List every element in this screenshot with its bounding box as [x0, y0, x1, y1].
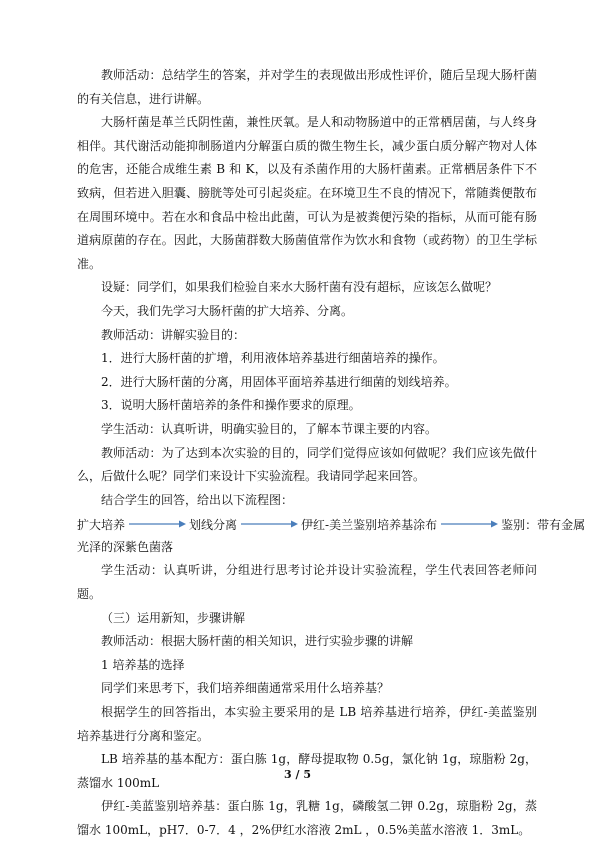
paragraph: 根据学生的回答指出，本实验主要采用的是 LB 培养基进行培养，伊红-美蓝鉴别培养基进行分离和鉴定。: [77, 705, 537, 743]
flow-step-4: 鉴别：带有金属: [501, 517, 586, 532]
right-arrow-icon: [127, 519, 187, 529]
paragraph: 今天，我们先学习大肠杆菌的扩大培养、分离。: [101, 303, 354, 318]
paragraph: 3．说明大肠杆菌培养的条件和操作要求的原理。: [101, 398, 361, 413]
flow-step-4-continued: 光泽的深紫色菌落: [77, 539, 174, 554]
paragraph: 设疑：同学们，如果我们检验自来水大肠杆菌有没有超标，应该怎么做呢？: [101, 280, 498, 295]
document-body: [77, 64, 586, 843]
flow-step-2: 划线分离: [189, 517, 238, 532]
paragraph: 学生活动：认真听讲，明确实验目的，了解本节课主要的内容。: [101, 421, 438, 436]
section-heading: （三）运用新知，步骤讲解: [101, 610, 246, 625]
paragraph: 教师活动：总结学生的答案，并对学生的表现做出形成性评价，随后呈现大肠杆菌的有关信息，进行讲解。: [77, 68, 537, 106]
paragraph: 学生活动：认真听讲，分组进行思考讨论并设计实验流程，学生代表回答老师问题。: [77, 563, 537, 602]
paragraph: 2．进行大肠杆菌的分离，用固体平面培养基进行细菌的划线培养。: [101, 374, 457, 389]
paragraph: 教师活动：讲解实验目的：: [101, 327, 246, 342]
paragraph: LB 培养基的基本配方：蛋白胨 1g，酵母提取物 0.5g，氯化钠 1g，琼脂粉 2g，蒸馏水 100mL: [77, 752, 537, 790]
flow-step-1: 扩大培养: [77, 517, 126, 532]
paragraph: 伊红-美蓝鉴别培养基：蛋白胨 1g，乳糖 1g，磷酸氢二钾 0.2g，琼脂粉 2g，蒸馏水 100mL，pH7．0-7．4 ，2%伊红水溶液 2mL ，0.5%美蓝水溶液 1．3mL。: [77, 799, 537, 837]
right-arrow-icon: [239, 519, 299, 529]
paragraph: 教师活动：为了达到本次实验的目的，同学们觉得应该如何做呢？我们应该先做什么，后做什么呢？同学们来设计下实验流程。我请同学起来回答。: [77, 445, 537, 484]
subsection-heading: 1 培养基的选择: [101, 657, 185, 672]
paragraph: 教师活动：根据大肠杆菌的相关知识，进行实验步骤的讲解: [101, 634, 414, 649]
paragraph: 大肠杆菌是革兰氏阴性菌，兼性厌氧。是人和动物肠道中的正常栖居菌，与人终身相伴。其代谢活动能抑制肠道内分解蛋白质的微生物生长，减少蛋白质分解产物对人体的危害，还能合成维生素 B 和 K，以及有杀菌作用的大肠杆菌素。正常栖居条件下不致病，但若进入胆囊、膀胱等处可引起炎症。在环境卫生不良的情况下，常随粪便散布在周围环境中。若在水和食品中检出此菌，可认为是被粪便污染的指标，从而可能有肠道病原菌的存在。因此，大肠菌群数大肠菌值常作为饮水和食物（或药物）的卫生学标准。: [77, 115, 537, 271]
paragraph: 同学们来思考下，我们培养细菌通常采用什么培养基？: [101, 681, 390, 696]
paragraph: 结合学生的回答，给出以下流程图：: [101, 492, 294, 507]
right-arrow-icon: [439, 519, 499, 529]
paragraph: 1．进行大肠杆菌的扩增，利用液体培养基进行细菌培养的操作。: [101, 351, 445, 366]
page-number: 3 / 5: [284, 768, 311, 781]
flow-step-3: 伊红-美兰鉴别培养基涂布: [301, 517, 438, 532]
flow-chart: [77, 512, 586, 536]
